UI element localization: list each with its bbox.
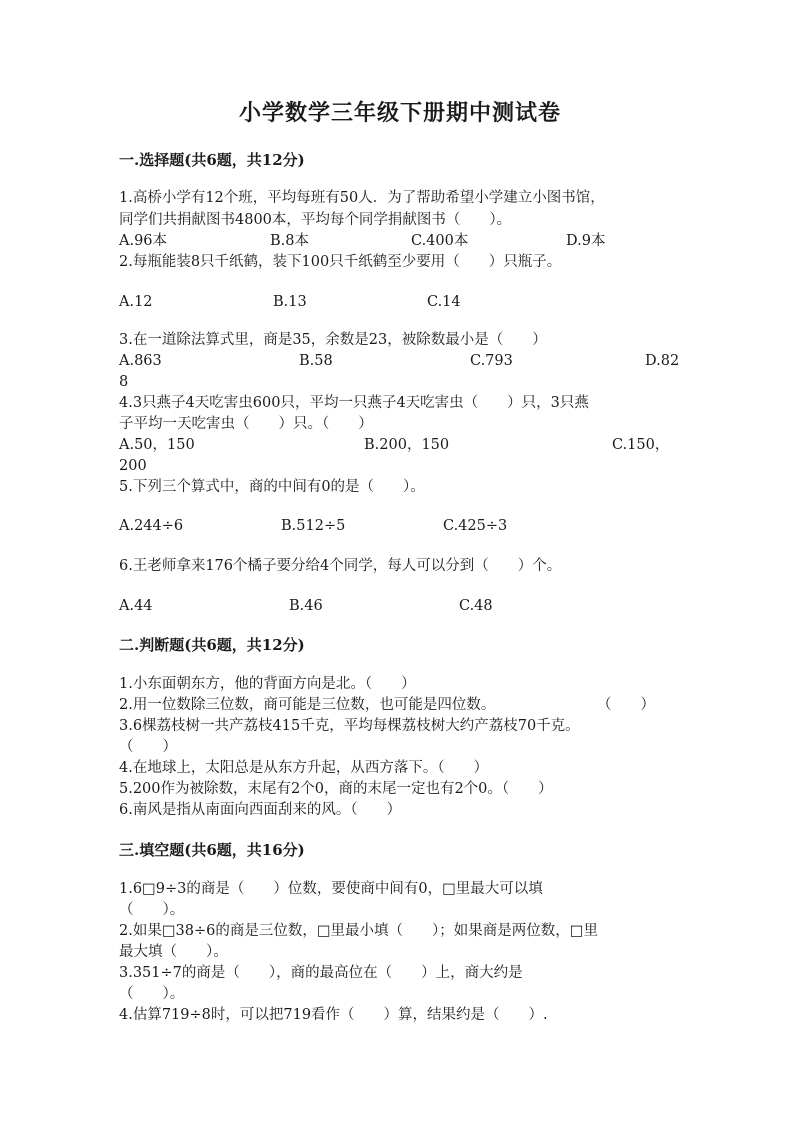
option-b: B.46: [289, 598, 323, 614]
option-b: B.512÷5: [281, 518, 346, 534]
option-wrap: 200: [119, 458, 147, 474]
section-heading-judge: 二.判断题(共6题，共12分): [119, 636, 305, 654]
question-text: 6.王老师拿来176个橘子要分给4个同学，每人可以分到（ ）个。: [119, 558, 562, 574]
option-wrap: 8: [119, 374, 129, 390]
option-b: B.13: [273, 294, 307, 310]
question-text: 3.在一道除法算式里，商是35，余数是23，被除数最小是（ ）: [119, 332, 547, 348]
option-c: C.400本: [411, 233, 469, 249]
option-c: C.793: [470, 353, 513, 369]
fill-item: 4.估算719÷8时，可以把719看作（ ）算，结果约是（ ）.: [119, 1007, 548, 1023]
option-a: A.244÷6: [119, 518, 184, 534]
option-b: B.58: [299, 353, 333, 369]
option-a: A.44: [119, 598, 153, 614]
judge-item: 2.用一位数除三位数，商可能是三位数，也可能是四位数。: [119, 697, 496, 713]
section-heading-fill: 三.填空题(共6题，共16分): [119, 841, 305, 859]
question-text: 4.3只燕子4天吃害虫600只，平均一只燕子4天吃害虫（ ）只，3只燕: [119, 395, 589, 411]
fill-item-wrap: （ ）。: [119, 902, 185, 918]
judge-item: 6.南风是指从南面向西面刮来的风。（ ）: [119, 802, 402, 818]
judge-item: 4.在地球上，太阳总是从东方升起，从西方落下。（ ）: [119, 760, 489, 776]
option-d: D.82: [645, 353, 680, 369]
judge-item-bracket: （ ）: [597, 697, 655, 713]
option-a: A.12: [119, 294, 153, 310]
option-a: A.50，150: [119, 437, 195, 453]
question-text: 5.下列三个算式中，商的中间有0的是（ ）。: [119, 479, 425, 495]
option-c: C.425÷3: [443, 518, 508, 534]
question-text: 2.每瓶能装8只千纸鹤，装下100只千纸鹤至少要用（ ）只瓶子。: [119, 254, 562, 270]
option-c: C.150，: [612, 437, 670, 453]
fill-item: 2.如果□38÷6的商是三位数，□里最小填（ ）；如果商是两位数，□里: [119, 923, 599, 939]
fill-item: 1.6□9÷3的商是（ ）位数，要使商中间有0，□里最大可以填: [119, 881, 543, 897]
option-d: D.9本: [566, 233, 606, 249]
section-heading-choice: 一.选择题(共6题，共12分): [119, 151, 305, 169]
page-title: 小学数学三年级下册期中测试卷: [238, 100, 561, 126]
judge-item: 5.200作为被除数，末尾有2个0，商的末尾一定也有2个0。（ ）: [119, 781, 553, 797]
judge-item: 3.6棵荔枝树一共产荔枝415千克，平均每棵荔枝树大约产荔枝70千克。: [119, 718, 580, 734]
question-text: 1.高桥小学有12个班，平均每班有50人．为了帮助希望小学建立小图书馆，: [119, 190, 605, 206]
fill-item-wrap: （ ）。: [119, 986, 185, 1002]
option-b: B.8本: [270, 233, 309, 249]
option-c: C.48: [459, 598, 493, 614]
option-a: A.863: [119, 353, 162, 369]
question-text: 同学们共捐献图书4800本，平均每个同学捐献图书（ ）。: [119, 212, 512, 228]
judge-item: 1.小东面朝东方，他的背面方向是北。（ ）: [119, 676, 416, 692]
option-a: A.96本: [119, 233, 168, 249]
option-b: B.200，150: [364, 437, 450, 453]
judge-item-bracket: （ ）: [119, 739, 177, 755]
option-c: C.14: [427, 294, 461, 310]
fill-item-wrap: 最大填（ ）。: [119, 944, 228, 960]
fill-item: 3.351÷7的商是（ ），商的最高位在（ ）上，商大约是: [119, 965, 523, 981]
question-text: 子平均一天吃害虫（ ）只。（ ）: [119, 416, 373, 432]
